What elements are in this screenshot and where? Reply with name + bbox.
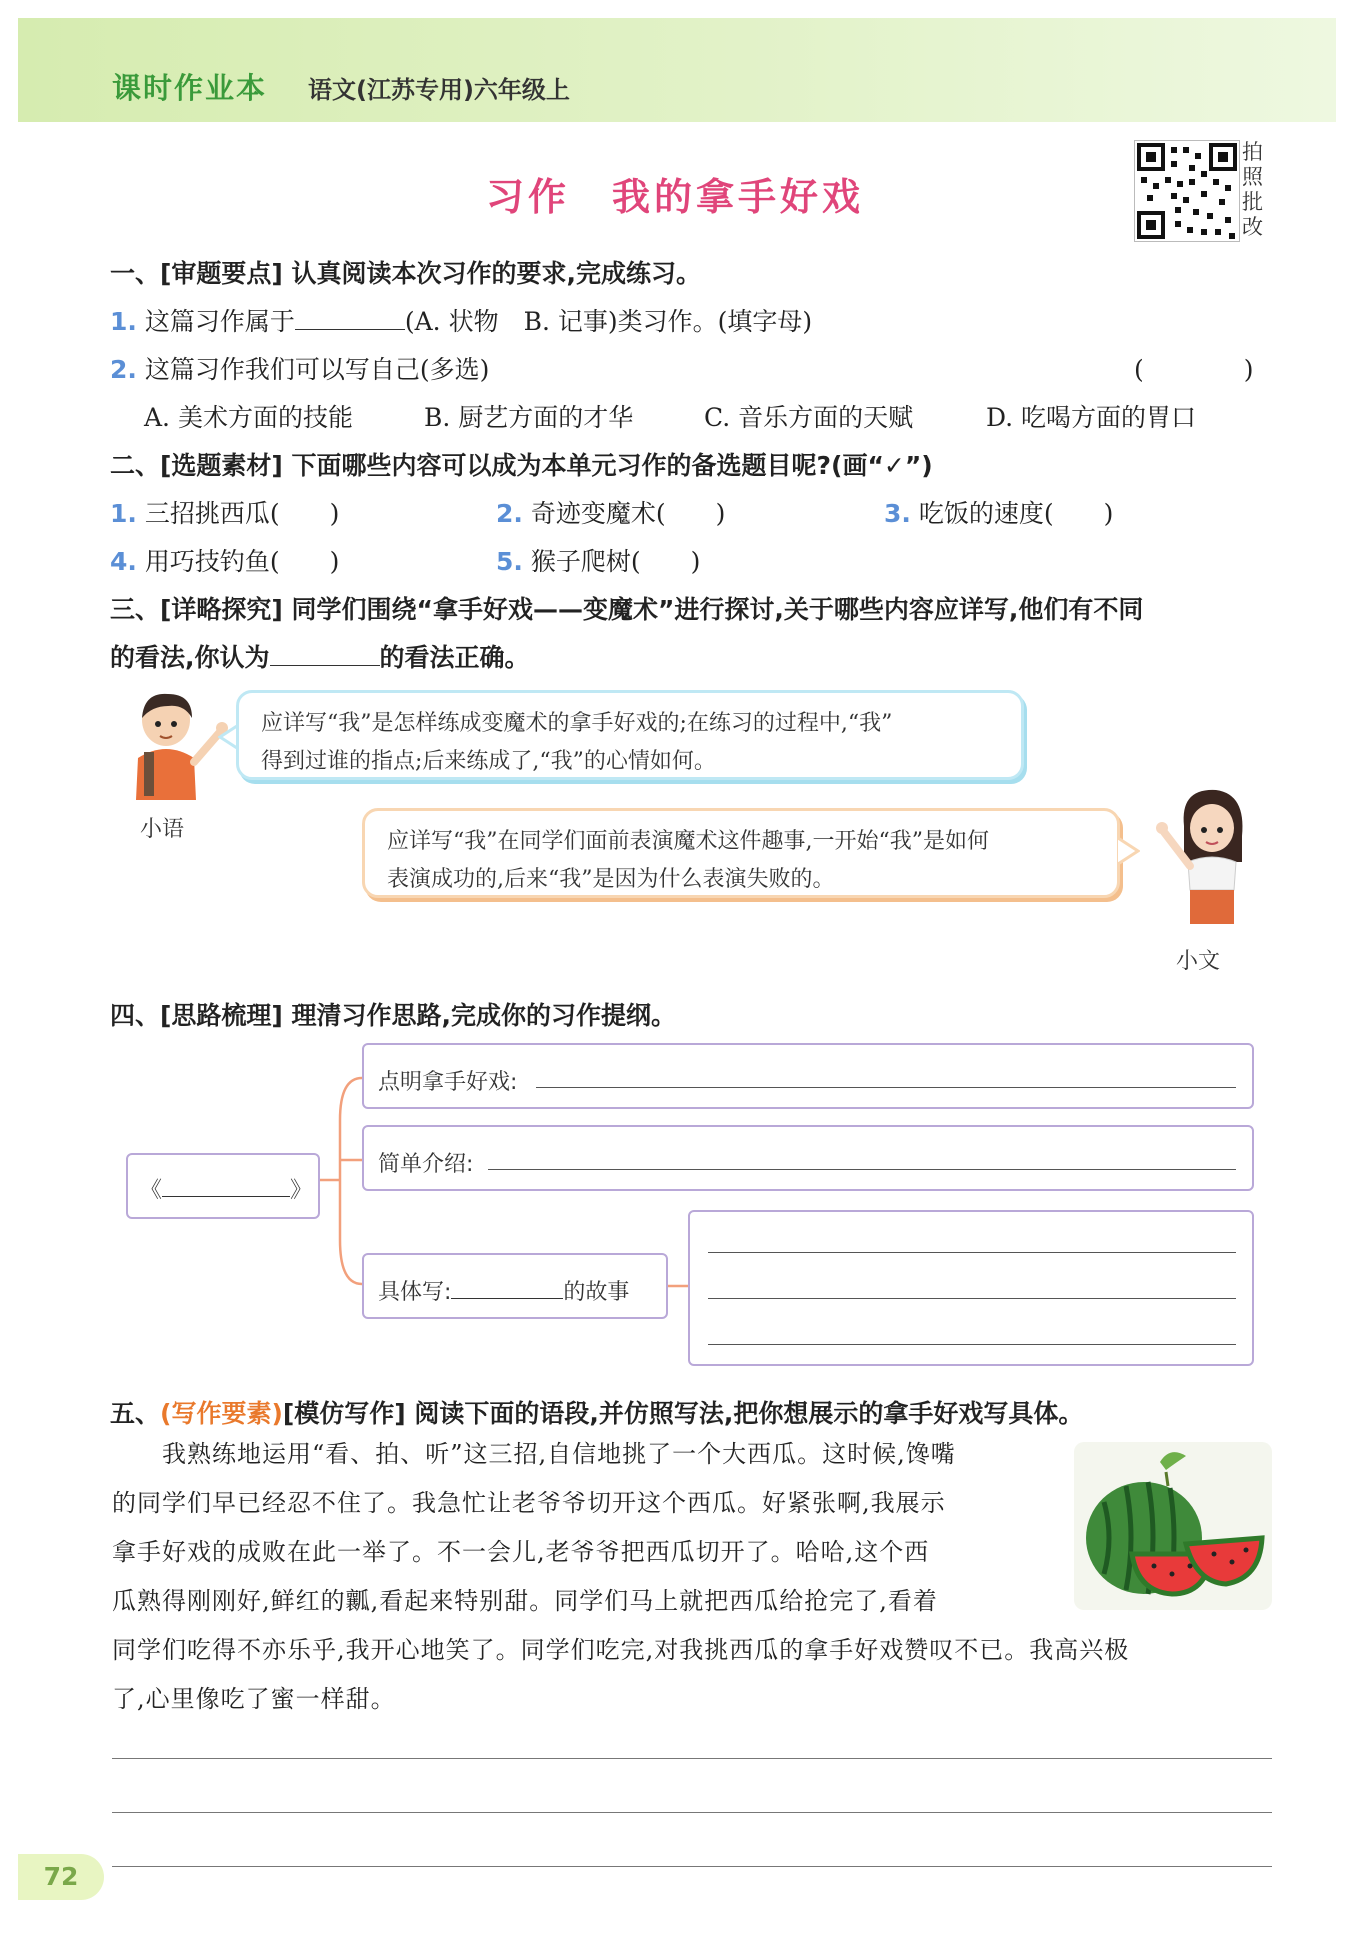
subject-label: 语文(江苏专用)六年级上 bbox=[308, 76, 570, 104]
bubble2-line1: 应详写“我”在同学们面前表演魔术这件趣事,一开始“我”是如何 bbox=[387, 829, 989, 854]
passage-line: 瓜熟得刚刚好,鲜红的瓤,看起来特别甜。同学们马上就把西瓜给抢完了,看着 bbox=[112, 1587, 938, 1615]
story-line-2[interactable] bbox=[708, 1298, 1236, 1299]
person1-name: 小语 bbox=[140, 817, 185, 842]
qr-code-icon bbox=[1135, 141, 1239, 241]
outline-branch-2[interactable] bbox=[362, 1125, 1254, 1191]
branch2-answer-line[interactable] bbox=[488, 1169, 1236, 1170]
section2-item[interactable] bbox=[496, 494, 725, 530]
writing-line-2[interactable] bbox=[112, 1812, 1272, 1813]
series-title: 课时作业本 bbox=[112, 71, 268, 105]
section1-heading: 一、[审题要点] 认真阅读本次习作的要求,完成练习。 bbox=[110, 259, 702, 288]
outline-title bbox=[140, 1173, 312, 1204]
speech-bubble-2 bbox=[362, 808, 1120, 898]
branch3-label bbox=[378, 1275, 629, 1306]
outline-title-box[interactable] bbox=[126, 1153, 320, 1219]
story-line-3[interactable] bbox=[708, 1344, 1236, 1345]
section3-heading-line1: 三、[详略探究] 同学们围绕“拿手好戏——变魔术”进行探讨,关于哪些内容应详写,他们有不同 bbox=[110, 595, 1144, 624]
qr-label: 拍照批改 bbox=[1242, 140, 1263, 239]
model-passage bbox=[112, 1430, 1130, 1724]
title-blank[interactable] bbox=[162, 1174, 290, 1197]
title-bracket-close: 》 bbox=[290, 1178, 313, 1203]
title-bracket-open: 《 bbox=[140, 1178, 163, 1203]
q1-answer-blank[interactable] bbox=[295, 307, 405, 330]
branch3-link bbox=[668, 1276, 690, 1296]
section4-heading: 四、[思路梳理] 理清习作思路,完成你的习作提纲。 bbox=[110, 1001, 677, 1030]
heading-number: 五、 bbox=[110, 1399, 161, 1428]
person2-name: 小文 bbox=[1176, 949, 1221, 974]
passage-line: 拿手好戏的成败在此一举了。不一会儿,老爷爷把西瓜切开了。哈哈,这个西 bbox=[112, 1538, 930, 1566]
bubble1-line1: 应详写“我”是怎样练成变魔术的拿手好戏的;在练习的过程中,“我” bbox=[261, 711, 893, 736]
speech-bubble-1 bbox=[236, 690, 1024, 780]
bubble2-tail bbox=[1116, 836, 1140, 866]
q2-option-b: B. 厨艺方面的才华 bbox=[424, 403, 634, 432]
writing-line-3[interactable] bbox=[112, 1866, 1272, 1867]
section3-answer-blank[interactable] bbox=[270, 643, 380, 666]
passage-line: 的同学们早已经忍不住了。我急忙让老爷爷切开这个西瓜。好紧张啊,我展示 bbox=[112, 1489, 946, 1517]
passage-line: 了,心里像吃了蜜一样甜。 bbox=[112, 1685, 396, 1713]
section2-item[interactable] bbox=[496, 542, 700, 578]
section2-item[interactable] bbox=[884, 494, 1113, 530]
section2-item[interactable] bbox=[110, 542, 339, 578]
section2-item[interactable] bbox=[110, 494, 339, 530]
item-number: 4. bbox=[110, 547, 137, 576]
item-text: 用巧技钓鱼( ) bbox=[144, 547, 340, 576]
heading-text: 的看法,你认为 bbox=[110, 643, 270, 672]
section2-heading: 二、[选题素材] 下面哪些内容可以成为本单元习作的备选题目呢?(画“✓”) bbox=[110, 451, 933, 480]
qr-code[interactable] bbox=[1134, 140, 1240, 242]
item-text: 吃饭的速度( ) bbox=[918, 499, 1114, 528]
section1-q1 bbox=[110, 302, 812, 338]
watermelon-illustration bbox=[1074, 1442, 1272, 1610]
branch3-suffix: 的故事 bbox=[563, 1280, 630, 1305]
bubble2-line2: 表演成功的,后来“我”是因为什么表演失败的。 bbox=[387, 867, 835, 892]
branch2-label: 简单介绍: bbox=[378, 1152, 474, 1177]
branch3-prefix: 具体写: bbox=[378, 1280, 452, 1305]
q2-option-c: C. 音乐方面的天赋 bbox=[704, 403, 914, 432]
writing-line-1[interactable] bbox=[112, 1758, 1272, 1759]
item-number: 1. bbox=[110, 499, 137, 528]
branch3-blank[interactable] bbox=[451, 1276, 563, 1299]
passage-line: 同学们吃得不亦乐乎,我开心地笑了。同学们吃完,对我挑西瓜的拿手好戏赞叹不已。我高兴极 bbox=[112, 1636, 1130, 1664]
page-number: 72 bbox=[18, 1854, 104, 1900]
item-number: 3. bbox=[884, 499, 911, 528]
branch1-label: 点明拿手好戏: bbox=[378, 1070, 518, 1095]
heading-text: 的看法正确。 bbox=[379, 643, 530, 672]
title-part1: 习作 bbox=[485, 175, 570, 219]
title-part2: 我的拿手好戏 bbox=[612, 175, 865, 219]
q2-number: 2. bbox=[110, 355, 137, 384]
q2-option-a: A. 美术方面的技能 bbox=[144, 403, 353, 432]
item-text: 猴子爬树( ) bbox=[530, 547, 701, 576]
section3-heading-line2 bbox=[110, 638, 530, 674]
bubble1-line2: 得到过谁的指点;后来练成了,“我”的心情如何。 bbox=[261, 749, 716, 774]
outline-branch-3[interactable] bbox=[362, 1253, 668, 1319]
story-line-1[interactable] bbox=[708, 1252, 1236, 1253]
item-number: 2. bbox=[496, 499, 523, 528]
writing-element-tag: (写作要素) bbox=[160, 1399, 283, 1428]
story-detail-box[interactable] bbox=[688, 1210, 1254, 1366]
branch1-answer-line[interactable] bbox=[536, 1087, 1236, 1088]
item-number: 5. bbox=[496, 547, 523, 576]
passage-line: 我熟练地运用“看、拍、听”这三招,自信地挑了一个大西瓜。这时候,馋嘴 bbox=[112, 1440, 956, 1468]
q2-text: 这篇习作我们可以写自己(多选) bbox=[144, 355, 490, 384]
q1-text-after: (A. 状物 B. 记事)类习作。(填字母) bbox=[404, 307, 813, 336]
section1-q2 bbox=[110, 350, 489, 386]
item-text: 奇迹变魔术( ) bbox=[530, 499, 726, 528]
item-text: 三招挑西瓜( ) bbox=[144, 499, 340, 528]
q2-answer-paren[interactable]: ( ) bbox=[1134, 355, 1254, 384]
outline-branch-1[interactable] bbox=[362, 1043, 1254, 1109]
girl-illustration bbox=[1150, 786, 1262, 936]
q1-number: 1. bbox=[110, 307, 137, 336]
section5-heading bbox=[110, 1394, 1083, 1430]
q2-option-d: D. 吃喝方面的胃口 bbox=[986, 403, 1197, 432]
q1-text-before: 这篇习作属于 bbox=[144, 307, 295, 336]
heading-text: [模仿写作] 阅读下面的语段,并仿照写法,把你想展示的拿手好戏写具体。 bbox=[282, 1399, 1084, 1428]
